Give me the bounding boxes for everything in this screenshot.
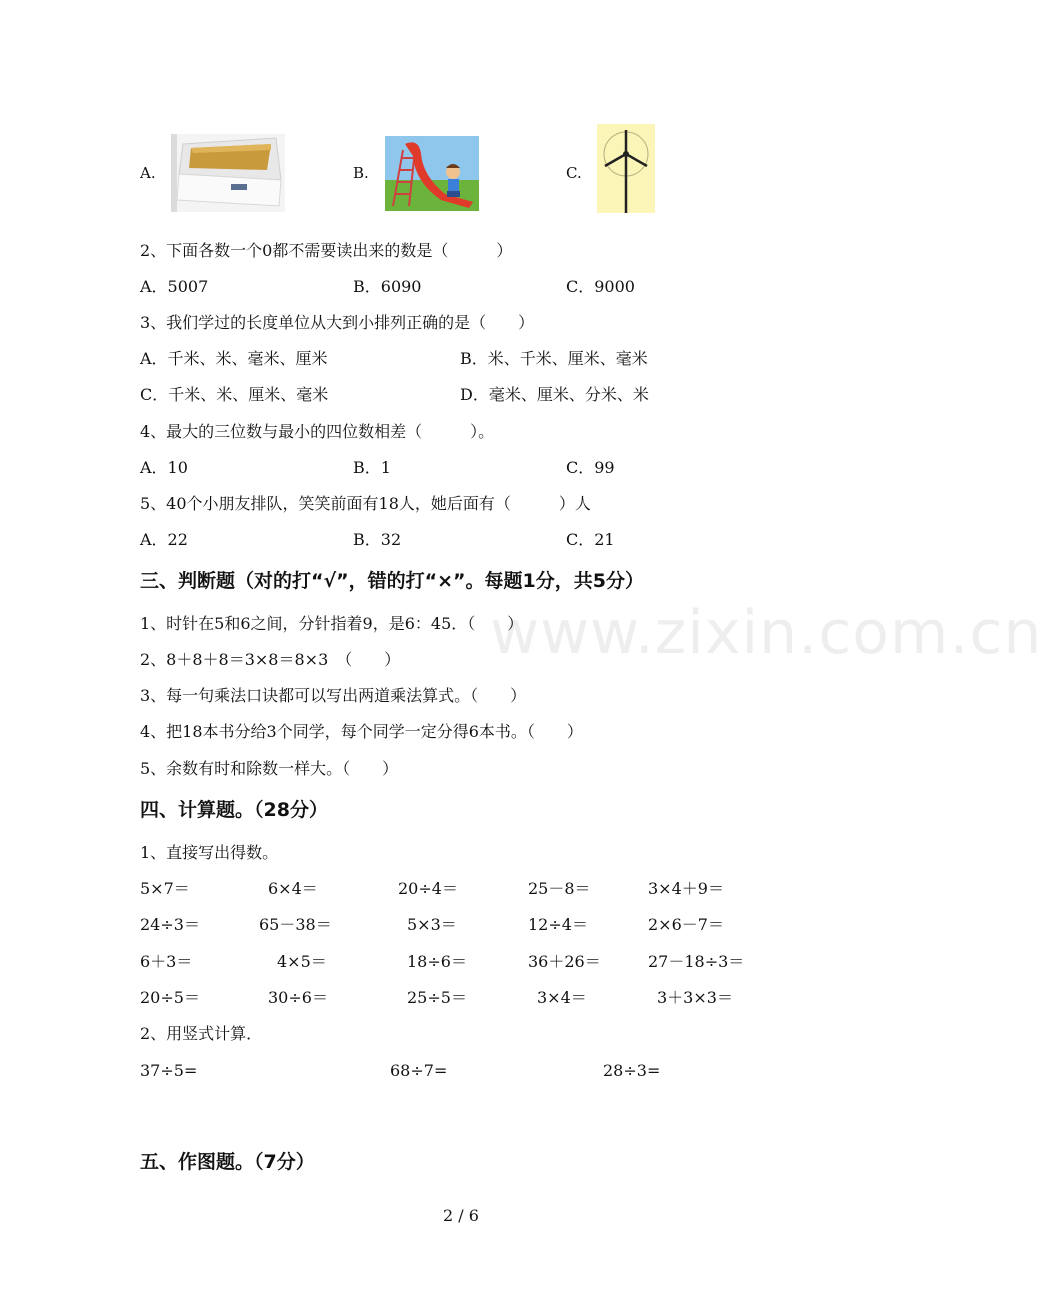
q1-option-c-label: C. — [566, 164, 582, 182]
q3-option-d: D．毫米、厘米、分米、米 — [460, 385, 649, 404]
page-number: 2 / 6 — [443, 1206, 479, 1225]
calc-cell: 12÷4＝ — [528, 915, 588, 934]
q5-option-a: A．22 — [140, 530, 188, 549]
q1-option-b-label: B. — [353, 164, 369, 182]
q2-option-a: A．5007 — [140, 277, 209, 296]
calc-cell: 24÷3＝ — [140, 915, 200, 934]
q4-option-a: A．10 — [140, 458, 188, 477]
q3-option-c: C．千米、米、厘米、毫米 — [140, 385, 329, 404]
judge-item-1: 1、时针在5和6之间，分针指着9，是6：45．（ ） — [140, 614, 524, 633]
slide-image — [385, 136, 479, 211]
q4-option-c: C．99 — [566, 458, 615, 477]
judge-item-2: 2、8＋8＋8＝3×8＝8×3 （ ） — [140, 650, 401, 669]
calc-cell: 5×7＝ — [140, 879, 190, 898]
calc-cell: 65－38＝ — [259, 915, 332, 934]
vertical-calc-3: 28÷3= — [603, 1061, 661, 1080]
calc-cell: 3×4＋9＝ — [648, 879, 724, 898]
calc-cell: 20÷5＝ — [140, 988, 200, 1007]
q2-stem: 2、下面各数一个0都不需要读出来的数是（ ） — [140, 241, 513, 260]
q1-option-a-label: A. — [140, 164, 156, 182]
calc-cell: 27－18÷3＝ — [648, 952, 745, 971]
q5-option-c: C．21 — [566, 530, 615, 549]
calc-cell: 2×6－7＝ — [648, 915, 724, 934]
calc-cell: 36＋26＝ — [528, 952, 601, 971]
calc-cell: 5×3＝ — [407, 915, 457, 934]
q2-option-c: C．9000 — [566, 277, 635, 296]
calc-sub2: 2、用竖式计算． — [140, 1024, 263, 1043]
calc-cell: 6×4＝ — [268, 879, 318, 898]
calc-cell: 3＋3×3＝ — [657, 988, 733, 1007]
drawer-image — [171, 134, 285, 212]
section4-title: 四、计算题。（28分） — [140, 799, 328, 821]
judge-item-4: 4、把18本书分给3个同学，每个同学一定分得6本书。（ ） — [140, 722, 583, 741]
q4-option-b: B．1 — [353, 458, 391, 477]
section5-title: 五、作图题。（7分） — [140, 1151, 315, 1173]
section3-title: 三、判断题（对的打“√”，错的打“×”。每题1分，共5分） — [140, 570, 644, 592]
calc-cell: 6＋3＝ — [140, 952, 193, 971]
calc-cell: 18÷6＝ — [407, 952, 467, 971]
vertical-calc-1: 37÷5= — [140, 1061, 198, 1080]
windmill-image — [597, 124, 655, 213]
q3-option-a: A．千米、米、毫米、厘米 — [140, 349, 328, 368]
q3-option-b: B．米、千米、厘米、毫米 — [460, 349, 648, 368]
q3-stem: 3、我们学过的长度单位从大到小排列正确的是（ ） — [140, 313, 535, 332]
calc-cell: 25÷5＝ — [407, 988, 467, 1007]
watermark: www.zixin.com.cn — [490, 598, 1042, 668]
q4-stem: 4、最大的三位数与最小的四位数相差（ ）。 — [140, 422, 495, 441]
q5-option-b: B．32 — [353, 530, 402, 549]
calc-cell: 20÷4＝ — [398, 879, 458, 898]
calc-cell: 30÷6＝ — [268, 988, 328, 1007]
calc-cell: 3×4＝ — [537, 988, 587, 1007]
calc-cell: 25－8＝ — [528, 879, 591, 898]
vertical-calc-2: 68÷7= — [390, 1061, 448, 1080]
calc-sub1: 1、直接写出得数。 — [140, 843, 279, 862]
judge-item-5: 5、余数有时和除数一样大。（ ） — [140, 759, 399, 778]
judge-item-3: 3、每一句乘法口诀都可以写出两道乘法算式。（ ） — [140, 686, 527, 705]
q2-option-b: B．6090 — [353, 277, 422, 296]
q5-stem: 5、40个小朋友排队，笑笑前面有18人，她后面有（ ）人 — [140, 494, 591, 513]
calc-cell: 4×5＝ — [277, 952, 327, 971]
